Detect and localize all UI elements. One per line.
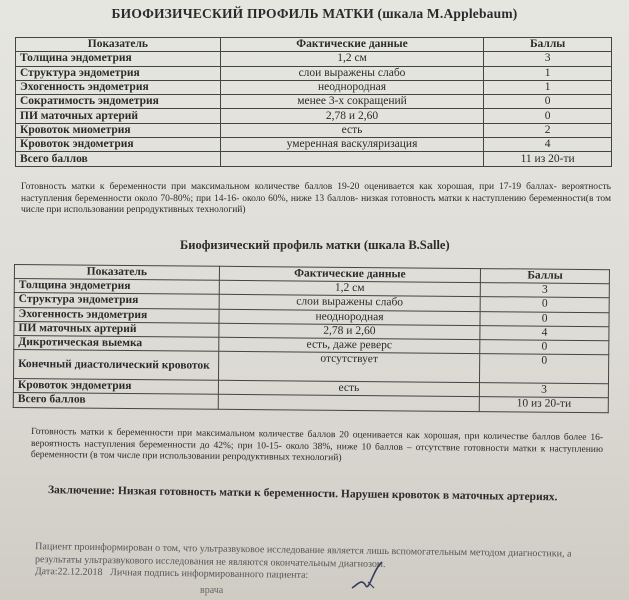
row-fact: неоднородная — [220, 80, 483, 94]
row-fact: 2,78 и 2,60 — [220, 109, 483, 123]
row-score: 0 — [480, 311, 609, 326]
row-score: 1 — [484, 66, 612, 80]
row-fact: 1,2 см — [219, 280, 481, 296]
header-indicator: Показатель — [14, 265, 219, 281]
table-row — [16, 95, 612, 109]
row-label: Структура эндометрия — [14, 293, 219, 309]
row-label: Эхогенность эндометрия — [16, 80, 221, 94]
row-score: 3 — [480, 283, 609, 298]
row-score: 3 — [480, 383, 609, 398]
row-fact: 1,2 см — [220, 52, 483, 66]
table-row — [16, 109, 612, 123]
total-row — [16, 152, 612, 166]
patient-notice — [35, 541, 595, 586]
row-fact: неоднородная — [219, 309, 481, 325]
header-fact: Фактические данные — [220, 38, 483, 52]
row-label: Дикротическая выемка — [14, 335, 219, 351]
table-row — [16, 66, 612, 80]
row-fact: есть — [220, 123, 483, 137]
header-score: Баллы — [481, 269, 610, 284]
row-score: 0 — [480, 340, 609, 355]
row-fact: есть — [218, 380, 480, 396]
table-header-row — [16, 38, 612, 52]
row-score: 3 — [484, 52, 612, 66]
row-score: 0 — [484, 109, 612, 123]
cut-off-text: врача — [200, 585, 224, 596]
table-row — [16, 80, 612, 94]
row-label: Толщина эндометрия — [16, 52, 221, 66]
header-fact: Фактические данные — [219, 266, 481, 282]
row-label: Кровоток эндометрия — [13, 379, 218, 395]
row-score: 1 — [484, 80, 612, 94]
header-indicator: Показатель — [16, 38, 221, 52]
row-label: Кровоток эндометрия — [16, 138, 221, 152]
total-score: 10 из 20-ти — [479, 397, 608, 412]
row-score: 4 — [480, 325, 609, 340]
row-label: Толщина эндометрия — [14, 279, 219, 295]
row-fact: слои выражены слабо — [219, 295, 481, 311]
date-line: Дата:22.12.2018 — [34, 566, 103, 579]
total-label: Всего баллов — [13, 393, 218, 409]
table-row — [16, 52, 612, 66]
row-fact: менее 3-х сокращений — [220, 95, 483, 109]
signature-line: Личная подпись информированного пациента: — [109, 567, 309, 581]
row-label: ПИ маточных артерий — [16, 109, 221, 123]
signature-icon — [348, 558, 388, 594]
row-label: Сократимость эндометрия — [16, 95, 221, 109]
salle-table — [13, 264, 610, 413]
applebaum-table — [15, 37, 612, 167]
row-label: Эхогенность эндометрия — [14, 307, 219, 323]
row-fact: слои выражены слабо — [220, 66, 483, 80]
row-fact: 2,78 и 2,60 — [219, 323, 481, 339]
section1-title: БИОФИЗИЧЕСКИЙ ПРОФИЛЬ МАТКИ (шкала M.Applebaum) — [111, 6, 518, 21]
row-fact: умеренная васкуляризация — [220, 138, 483, 152]
row-label: ПИ маточных артерий — [14, 321, 219, 337]
total-fact — [218, 395, 480, 411]
row-score: 4 — [484, 138, 612, 152]
total-label: Всего баллов — [16, 152, 221, 166]
row-label: Структура эндометрия — [16, 66, 221, 80]
total-fact — [220, 152, 483, 166]
total-score: 11 из 20-ти — [484, 152, 612, 166]
section2-note: Готовность матки к беременности при максимальном количестве баллов 20 оценивается как хорошая, при количестве баллов более 16-вероятность наступления беременности до 42%; при 10-15- около 38%, ниже 10 баллов – отсутствие готовности матки к наступлению беременности (в том числе при использовании репродуктивных технологий) — [30, 427, 604, 464]
conclusion: Заключение: Низкая готовность матки к беременности. Нарушен кровоток в маточных артериях. — [47, 484, 558, 504]
section1-note: Готовность матки к беременности при максимальном количестве баллов 19-20 оценивается как хорошая, при 17-19 баллах- вероятность наступления беременности около 70-80%; при 14-16- около 60%, ниже 13 баллов- низкая готовность матки к наступлению беременности(в том числе при использовании репродуктивных технологий) — [21, 182, 611, 215]
row-score: 0 — [484, 95, 612, 109]
patient-note-text: Пациент проинформирован о том, что ультразвуковое исследование является лишь вспомогательным методом диагностики, а результаты ультразвукового исследования не являются окончательным диагнозом. — [34, 541, 572, 570]
row-score: 0 — [480, 354, 609, 384]
row-fact: есть, даже реверс — [218, 337, 480, 353]
row-score: 2 — [484, 123, 612, 137]
row-score: 0 — [480, 297, 609, 312]
header-score: Баллы — [484, 38, 612, 52]
row-label: Кровоток миометрия — [16, 123, 221, 137]
row-label: Конечный диастолический кровоток — [13, 350, 218, 381]
section2-title: Биофизический профиль матки (шкала B.Salle) — [180, 238, 450, 252]
table-row — [16, 138, 612, 152]
table-row — [16, 123, 612, 137]
row-fact: отсутствует — [218, 351, 480, 382]
